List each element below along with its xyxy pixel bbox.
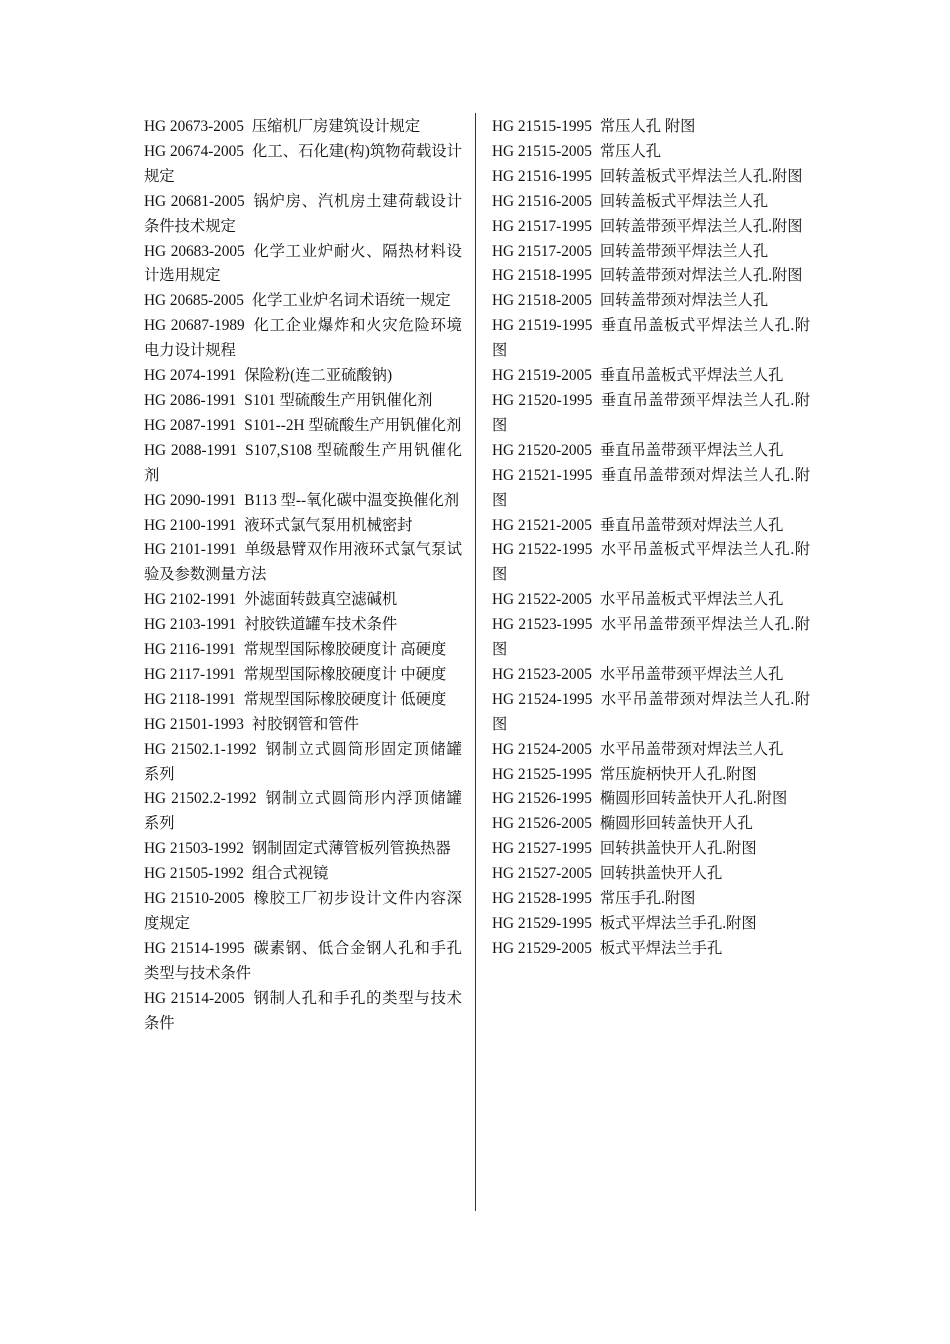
list-item — [492, 464, 810, 514]
standard-title: 回转拱盖快开人孔.附图 — [599, 840, 757, 858]
standard-title: 常压人孔 附图 — [599, 118, 696, 135]
standard-title: 衬胶钢管和管件 — [251, 715, 359, 733]
standard-title: 椭圆形回转盖快开人孔.附图 — [599, 790, 788, 808]
list-item — [144, 190, 462, 240]
list-item — [144, 688, 462, 713]
standard-code: HG 2074-1991 — [144, 367, 237, 385]
list-item — [492, 912, 810, 937]
list-item — [492, 289, 810, 314]
standard-code: HG 21510-2005 — [144, 890, 245, 908]
standard-title: 钢制立式圆筒形内浮顶储罐系列 — [144, 790, 462, 833]
list-item — [492, 215, 810, 240]
standard-code: HG 21519-1995 — [492, 317, 593, 335]
list-item — [492, 787, 810, 812]
standard-title: 液环式氯气泵用机械密封 — [244, 516, 413, 534]
standard-code: HG 21527-2005 — [492, 865, 592, 883]
standard-code: HG 21526-1995 — [492, 790, 592, 808]
list-item — [492, 862, 810, 887]
list-item — [492, 663, 810, 688]
standard-title: 常压人孔 — [599, 142, 662, 160]
right-standards-column — [492, 115, 810, 962]
standard-code: HG 21529-1995 — [492, 915, 592, 932]
list-item — [144, 364, 462, 389]
list-item — [144, 638, 462, 663]
standard-code: HG 21503-1992 — [144, 840, 244, 858]
list-item — [492, 314, 810, 364]
standard-code: HG 21521-1995 — [492, 466, 593, 484]
list-item — [144, 937, 462, 987]
standard-code: HG 21521-2005 — [492, 516, 592, 534]
standard-title: 垂直吊盖带颈平焊法兰人孔 — [599, 441, 784, 459]
standard-code: HG 21529-2005 — [492, 939, 592, 957]
standard-code: HG 21525-1995 — [492, 765, 592, 783]
list-item — [492, 165, 810, 190]
standard-title: 常规型国际橡胶硬度计 中硬度 — [243, 665, 447, 683]
list-item — [492, 364, 810, 389]
standard-code: HG 21517-1995 — [492, 217, 592, 235]
standard-title: 钢制立式圆筒形固定顶储罐系列 — [144, 740, 462, 783]
standard-title: 垂直吊盖带颈平焊法兰人孔.附图 — [492, 391, 811, 434]
list-item — [492, 538, 810, 588]
list-item — [144, 439, 462, 489]
standard-code: HG 21515-1995 — [492, 118, 592, 135]
standard-code: HG 20683-2005 — [144, 242, 245, 260]
left-standards-column — [144, 115, 462, 1037]
standard-title: 常规型国际橡胶硬度计 低硬度 — [243, 690, 447, 708]
standard-title: 垂直吊盖带颈对焊法兰人孔.附图 — [492, 466, 811, 509]
standard-code: HG 21523-2005 — [492, 665, 592, 683]
standard-code: HG 2102-1991 — [144, 591, 237, 609]
standard-title: 单级悬臂双作用液环式氯气泵试验及参数测量方法 — [144, 541, 462, 584]
standard-code: HG 21520-1995 — [492, 391, 593, 409]
standard-title: 钢制人孔和手孔的类型与技术条件 — [144, 989, 462, 1032]
list-item — [492, 837, 810, 862]
standard-title: 垂直吊盖板式平焊法兰人孔 — [599, 367, 784, 385]
standard-title: 垂直吊盖带颈对焊法兰人孔 — [599, 516, 784, 534]
standard-title: 衬胶铁道罐车技术条件 — [244, 616, 398, 634]
standard-code: HG 21514-2005 — [144, 989, 245, 1007]
list-item — [492, 140, 810, 165]
standard-code: HG 2101-1991 — [144, 541, 237, 559]
standard-title: 钢制固定式薄管板列管换热器 — [251, 840, 451, 858]
standard-code: HG 21516-1995 — [492, 167, 592, 185]
list-item — [492, 439, 810, 464]
standard-title: B113 型--氧化碳中温变换催化剂 — [244, 491, 460, 509]
list-item — [492, 688, 810, 738]
standard-title: S101--2H 型硫酸生产用钒催化剂 — [244, 416, 462, 434]
standard-code: HG 21514-1995 — [144, 939, 245, 957]
list-item — [492, 613, 810, 663]
standard-code: HG 21505-1992 — [144, 865, 244, 883]
list-item — [144, 862, 462, 887]
list-item — [144, 240, 462, 290]
list-item — [492, 937, 810, 962]
list-item — [144, 713, 462, 738]
standard-code: HG 2086-1991 — [144, 391, 237, 409]
standard-code: HG 21523-1995 — [492, 616, 593, 634]
standard-title: 化工企业爆炸和火灾危险环境电力设计规程 — [144, 317, 462, 360]
standard-title: 板式平焊法兰手孔 — [599, 939, 723, 957]
standard-title: 化工、石化建(构)筑物荷载设计规定 — [144, 142, 462, 185]
standard-code: HG 20687-1989 — [144, 317, 245, 335]
standard-title: S101 型硫酸生产用钒催化剂 — [244, 391, 433, 409]
list-item — [144, 140, 462, 190]
standard-title: 回转盖带颈平焊法兰人孔.附图 — [599, 217, 803, 235]
list-item — [144, 787, 462, 837]
list-item — [492, 190, 810, 215]
standard-title: 化学工业炉耐火、隔热材料设计选用规定 — [144, 242, 462, 285]
standard-code: HG 21522-2005 — [492, 591, 592, 609]
standard-code: HG 2118-1991 — [144, 690, 236, 708]
list-item — [144, 588, 462, 613]
standard-code: HG 21519-2005 — [492, 367, 592, 385]
list-item — [492, 264, 810, 289]
standard-title: 水平吊盖带颈平焊法兰人孔.附图 — [492, 616, 811, 659]
standard-code: HG 21527-1995 — [492, 840, 592, 858]
standard-title: S107,S108 型硫酸生产用钒催化剂 — [144, 441, 462, 484]
standard-code: HG 21517-2005 — [492, 242, 592, 260]
standard-code: HG 20685-2005 — [144, 292, 244, 310]
list-item — [144, 489, 462, 514]
standard-title: 回转盖带颈平焊法兰人孔 — [599, 242, 769, 260]
list-item — [144, 987, 462, 1037]
standard-title: 碳素钢、低合金钢人孔和手孔类型与技术条件 — [144, 939, 462, 982]
standard-title: 水平吊盖板式平焊法兰人孔 — [599, 591, 784, 609]
list-item — [144, 314, 462, 364]
standard-title: 外滤面转鼓真空滤碱机 — [244, 591, 398, 609]
list-item — [492, 812, 810, 837]
standard-code: HG 2116-1991 — [144, 641, 236, 659]
list-item — [492, 240, 810, 265]
list-item — [492, 887, 810, 912]
standard-code: HG 21520-2005 — [492, 441, 592, 459]
standard-code: HG 21515-2005 — [492, 142, 592, 160]
list-item — [144, 514, 462, 539]
standard-code: HG 2088-1991 — [144, 441, 238, 459]
standard-title: 组合式视镜 — [251, 865, 329, 883]
list-item — [144, 613, 462, 638]
list-item — [144, 887, 462, 937]
standard-title: 压缩机厂房建筑设计规定 — [251, 118, 421, 135]
standard-code: HG 2090-1991 — [144, 491, 237, 509]
standard-title: 橡胶工厂初步设计文件内容深度规定 — [144, 890, 462, 932]
standard-title: 水平吊盖带颈对焊法兰人孔.附图 — [492, 690, 811, 733]
standard-code: HG 21502.2-1992 — [144, 790, 257, 808]
column-divider — [475, 113, 476, 1211]
standard-title: 常压旋柄快开人孔.附图 — [599, 765, 757, 783]
standard-title: 椭圆形回转盖快开人孔 — [599, 815, 753, 833]
standard-code: HG 21501-1993 — [144, 715, 244, 733]
standard-code: HG 21526-2005 — [492, 815, 592, 833]
list-item — [144, 837, 462, 862]
standard-code: HG 21502.1-1992 — [144, 740, 257, 758]
list-item — [492, 763, 810, 788]
standard-title: 板式平焊法兰手孔.附图 — [599, 915, 757, 932]
standard-title: 垂直吊盖板式平焊法兰人孔.附图 — [492, 317, 811, 360]
list-item — [144, 414, 462, 439]
standard-code: HG 2087-1991 — [144, 416, 237, 434]
standard-code: HG 2100-1991 — [144, 516, 237, 534]
standard-title: 回转盖板式平焊法兰人孔 — [599, 192, 769, 210]
list-item — [144, 738, 462, 788]
list-item — [144, 389, 462, 414]
list-item — [492, 389, 810, 439]
list-item — [144, 663, 462, 688]
standard-title: 化学工业炉名词术语统一规定 — [251, 292, 451, 310]
list-item — [492, 588, 810, 613]
standard-title: 水平吊盖带颈对焊法兰人孔 — [599, 740, 784, 758]
standard-code: HG 21524-2005 — [492, 740, 592, 758]
standard-title: 回转盖带颈对焊法兰人孔 — [599, 292, 769, 310]
standard-code: HG 21516-2005 — [492, 192, 592, 210]
list-item — [492, 738, 810, 763]
standard-code: HG 20681-2005 — [144, 192, 245, 210]
standard-code: HG 21524-1995 — [492, 690, 593, 708]
standard-title: 保险粉(连二亚硫酸钠) — [244, 367, 393, 385]
list-item — [492, 115, 810, 140]
standard-code: HG 21528-1995 — [492, 890, 592, 908]
standard-title: 锅炉房、汽机房土建荷载设计条件技术规定 — [144, 192, 462, 235]
standard-title: 水平吊盖带颈平焊法兰人孔 — [599, 665, 784, 683]
standard-title: 回转拱盖快开人孔 — [599, 865, 723, 883]
list-item — [144, 289, 462, 314]
standard-code: HG 20673-2005 — [144, 118, 244, 135]
standard-code: HG 21522-1995 — [492, 541, 593, 559]
standard-title: 回转盖带颈对焊法兰人孔.附图 — [599, 267, 803, 285]
standard-title: 常规型国际橡胶硬度计 高硬度 — [243, 641, 447, 659]
standard-title: 水平吊盖板式平焊法兰人孔.附图 — [492, 541, 811, 584]
list-item — [144, 538, 462, 588]
standard-title: 回转盖板式平焊法兰人孔.附图 — [599, 167, 803, 185]
standard-code: HG 2103-1991 — [144, 616, 237, 634]
standard-code: HG 21518-1995 — [492, 267, 592, 285]
list-item — [492, 514, 810, 539]
standard-code: HG 21518-2005 — [492, 292, 592, 310]
standard-code: HG 20674-2005 — [144, 142, 244, 160]
standard-title: 常压手孔.附图 — [599, 890, 696, 908]
list-item — [144, 115, 462, 140]
standard-code: HG 2117-1991 — [144, 665, 236, 683]
